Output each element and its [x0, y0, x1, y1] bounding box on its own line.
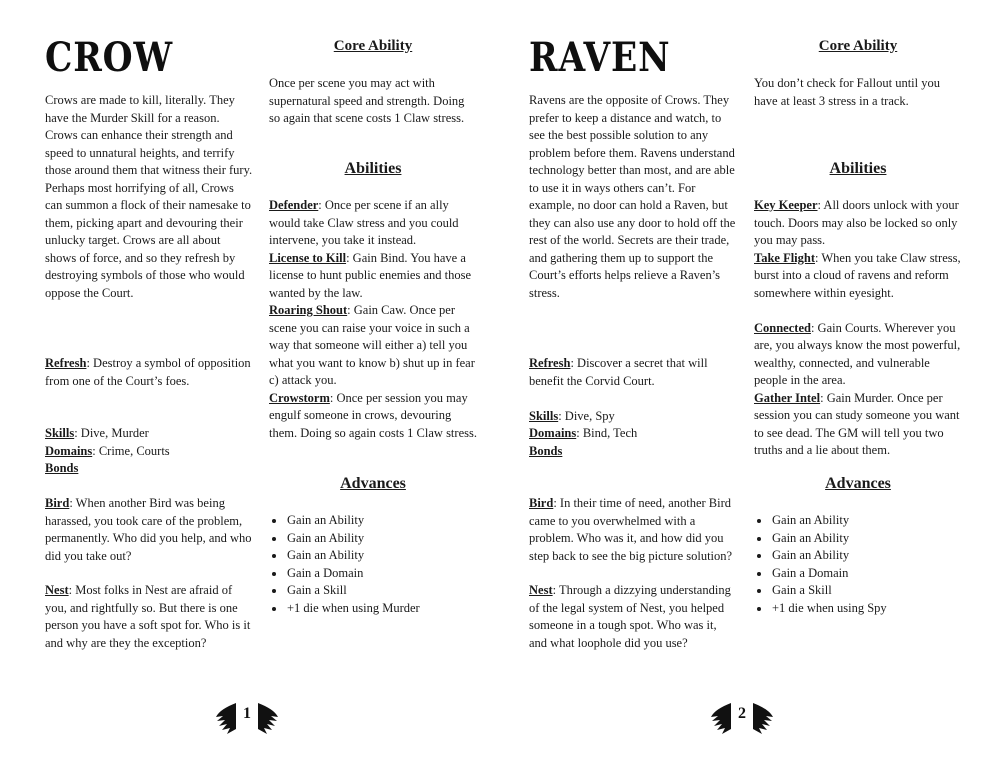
page-title: CROW — [45, 34, 174, 81]
page-number: 1 — [243, 705, 251, 722]
list-item: Gain an Ability — [754, 530, 962, 548]
skills-text: : Dive, Murder — [74, 426, 149, 440]
bonds-line — [45, 460, 253, 478]
skills-term: Skills — [45, 426, 75, 440]
ability-term: Crowstorm — [269, 390, 330, 405]
page-footer — [709, 697, 775, 737]
abilities-heading: Abilities — [829, 160, 887, 177]
domains-term: Domains — [45, 443, 93, 458]
advances-list — [754, 512, 962, 617]
skills-line — [45, 425, 253, 443]
intro-paragraph: Ravens are the opposite of Crows. They prefer to keep a distance and watch, to see the best possible solution to any problem before them. Ravens understand technology better than most, and are able to use it in ways others can’t. For example, no door can hold a Raven, but they can also use any door to hold off the rest of the world. Secrets are their trade, and gathering them up to support the Court’s efforts helps relieve a Raven’s stress. — [529, 93, 736, 300]
list-item: Gain a Skill — [754, 582, 962, 600]
nest-bond — [45, 582, 253, 652]
skills-term: Skills — [529, 408, 559, 423]
list-item: Gain an Ability — [269, 547, 477, 565]
page-raven — [495, 0, 990, 765]
nest-term: Nest — [529, 583, 553, 597]
advances-heading: Advances — [825, 475, 891, 492]
skills-text: : Dive, Spy — [558, 408, 615, 423]
nest-term: Nest — [45, 583, 69, 597]
core-ability-text: You don’t check for Fallout until you have at least 3 stress in a track. — [754, 76, 940, 108]
bird-text: : When another Bird was being harassed, you took care of the problem, permanently. Who did you help, and who did you take out? — [45, 496, 252, 563]
ability-text: : Gain Murder. Once per session you can study someone you want to see dead. The GM will tell you two truths and a lie about them. — [754, 390, 960, 457]
ability-term: Defender — [269, 198, 319, 212]
ability-term: Key Keeper — [754, 198, 818, 212]
refresh-text: : Discover a secret that will benefit the Corvid Court. — [529, 356, 708, 388]
ability-text: : Once per scene if an ally would take Claw stress and you could intervene, you take it instead. — [269, 198, 459, 247]
page-footer — [214, 697, 280, 737]
list-item: Gain a Skill — [269, 582, 477, 600]
bird-term: Bird — [45, 496, 70, 510]
list-item: Gain an Ability — [754, 547, 962, 565]
list-item: Gain an Ability — [269, 512, 477, 530]
ability-defender — [269, 197, 477, 250]
ability-text: : Once per session you may engulf someone in crows, devouring them. Doing so again costs 1 Claw stress. — [269, 390, 477, 440]
ability-connected — [754, 320, 962, 390]
nest-text: : Most folks in Nest are afraid of you, and rightfully so. But there is one person you have a soft spot for. Who is it and why are they the exception? — [45, 583, 251, 650]
list-item: +1 die when using Murder — [269, 600, 477, 618]
page-number: 2 — [738, 705, 746, 722]
bonds-term: Bonds — [45, 461, 79, 475]
page-title: RAVEN — [529, 34, 671, 81]
ability-license-to-kill — [269, 250, 477, 303]
bird-bond — [529, 495, 737, 565]
list-item: +1 die when using Spy — [754, 600, 962, 618]
bonds-term: Bonds — [529, 443, 563, 458]
domains-line — [529, 425, 737, 443]
ability-roaring-shout — [269, 302, 477, 390]
refresh-line — [45, 355, 253, 390]
ability-text: : Gain Courts. Wherever you are, you always know the most powerful, wealthy, connected, and vulnerable people in the area. — [754, 320, 961, 387]
nest-text: : Through a dizzying understanding of the legal system of Nest, you helped someone in a tough spot. Who was it, and what loophole did you use? — [529, 583, 731, 650]
ability-text: : Gain Bind. You have a license to hunt public enemies and those wanted by the law. — [269, 250, 472, 300]
refresh-term: Refresh — [529, 356, 571, 370]
bird-bond — [45, 495, 253, 565]
ability-key-keeper — [754, 197, 962, 250]
ability-term: License to Kill — [269, 250, 347, 265]
bird-text: : In their time of need, another Bird came to you overwhelmed with a problem. Who was it, and how did you step back to see the big picture solution? — [529, 496, 733, 563]
advances-list — [269, 512, 477, 617]
list-item: Gain a Domain — [269, 565, 477, 583]
bonds-line — [529, 443, 737, 461]
domains-text: : Bind, Tech — [576, 426, 638, 440]
ability-take-flight — [754, 250, 962, 303]
bird-term: Bird — [529, 496, 554, 510]
core-ability-heading: Core Ability — [333, 38, 413, 54]
list-item: Gain a Domain — [754, 565, 962, 583]
advances-heading: Advances — [340, 475, 406, 492]
ability-text: : Gain Caw. Once per scene you can raise your voice in such a way that someone will either a) tell you what you want to know b) shut up in fear c) attack you. — [269, 303, 475, 387]
domains-text: : Crime, Courts — [92, 443, 170, 458]
list-item: Gain an Ability — [754, 512, 962, 530]
refresh-term: Refresh — [45, 356, 87, 370]
skills-line — [529, 408, 737, 426]
domains-term: Domains — [529, 426, 577, 440]
refresh-line — [529, 355, 737, 390]
domains-line — [45, 443, 253, 461]
core-ability-text: Once per scene you may act with supernatural speed and strength. Doing so again that scene costs 1 Claw stress. — [269, 76, 465, 125]
ability-term: Take Flight — [754, 250, 816, 265]
abilities-heading: Abilities — [344, 160, 402, 177]
ability-crowstorm — [269, 390, 477, 443]
ability-text: : When you take Claw stress, burst into a cloud of ravens and reform somewhere within eyesight. — [754, 250, 961, 300]
nest-bond — [529, 582, 737, 652]
intro-paragraph: Crows are made to kill, literally. They have the Murder Skill for a reason. Crows can enhance their strength and speed to unnatural heights, and terrify those around them that witness their fury. Perhaps most horrifying of all, Crows can summon a flock of their namesake to them, picking apart and devouring their unlucky target. Crows are all about shows of force, and so they refresh by destroying symbols of those who would oppose the Court. — [45, 93, 253, 300]
core-ability-heading: Core Ability — [818, 38, 898, 54]
list-item: Gain an Ability — [269, 530, 477, 548]
ability-term: Connected — [754, 320, 811, 335]
refresh-text: : Destroy a symbol of opposition from one of the Court’s foes. — [45, 356, 251, 388]
ability-text: : All doors unlock with your touch. Doors may also be locked so only you may pass. — [754, 198, 959, 247]
ability-term: Gather Intel — [754, 390, 821, 405]
ability-gather-intel — [754, 390, 962, 460]
ability-term: Roaring Shout — [269, 303, 348, 317]
